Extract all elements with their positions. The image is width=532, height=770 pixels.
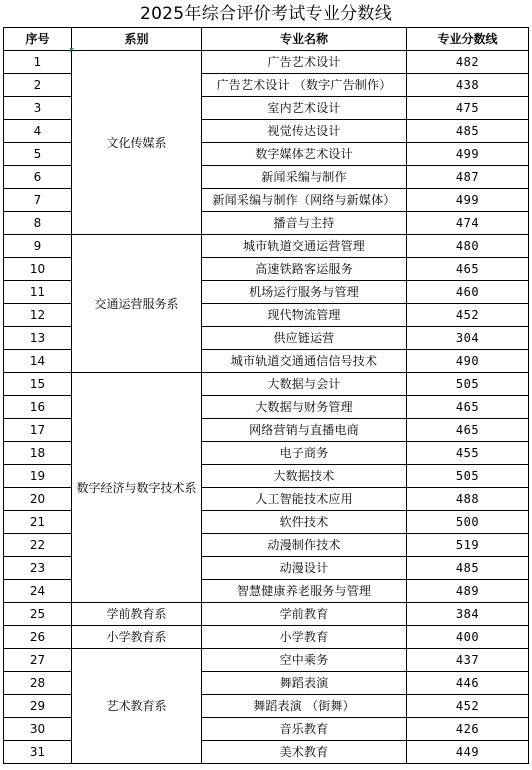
cutoff-score: 488 — [407, 488, 529, 511]
row-index: 24 — [4, 580, 72, 603]
cutoff-score: 485 — [407, 120, 529, 143]
cutoff-score: 384 — [407, 603, 529, 626]
score-table — [3, 27, 529, 764]
department-cell: 艺术教育系 — [72, 649, 202, 764]
major-name: 城市轨道交通运营管理 — [202, 235, 407, 258]
row-index: 10 — [4, 258, 72, 281]
major-name: 数字媒体艺术设计 — [202, 143, 407, 166]
row-index: 13 — [4, 327, 72, 350]
row-index: 1 — [4, 51, 72, 74]
major-name: 供应链运营 — [202, 327, 407, 350]
cell-comment-marker — [70, 48, 74, 52]
header-department: 系别 — [72, 28, 202, 51]
page-title: 2025年综合评价考试专业分数线 — [139, 4, 393, 24]
row-index: 25 — [4, 603, 72, 626]
table-row — [4, 51, 529, 74]
row-index: 15 — [4, 373, 72, 396]
cutoff-score: 475 — [407, 97, 529, 120]
cutoff-score: 505 — [407, 373, 529, 396]
header-major: 专业名称 — [202, 28, 407, 51]
major-name: 小学教育 — [202, 626, 407, 649]
row-index: 30 — [4, 718, 72, 741]
major-name: 动漫设计 — [202, 557, 407, 580]
row-index: 8 — [4, 212, 72, 235]
cutoff-score: 465 — [407, 258, 529, 281]
row-index: 17 — [4, 419, 72, 442]
major-name: 动漫制作技术 — [202, 534, 407, 557]
cutoff-score: 487 — [407, 166, 529, 189]
row-index: 7 — [4, 189, 72, 212]
row-index: 27 — [4, 649, 72, 672]
department-cell: 交通运营服务系 — [72, 235, 202, 373]
row-index: 18 — [4, 442, 72, 465]
major-name: 大数据与会计 — [202, 373, 407, 396]
cutoff-score: 455 — [407, 442, 529, 465]
cutoff-score: 465 — [407, 396, 529, 419]
cutoff-score: 490 — [407, 350, 529, 373]
header-index: 序号 — [4, 28, 72, 51]
major-name: 广告艺术设计 （数字广告制作） — [202, 74, 407, 97]
row-index: 21 — [4, 511, 72, 534]
cutoff-score: 500 — [407, 511, 529, 534]
row-index: 5 — [4, 143, 72, 166]
cutoff-score: 452 — [407, 695, 529, 718]
major-name: 现代物流管理 — [202, 304, 407, 327]
table-row — [4, 235, 529, 258]
major-name: 室内艺术设计 — [202, 97, 407, 120]
row-index: 23 — [4, 557, 72, 580]
row-index: 6 — [4, 166, 72, 189]
cutoff-score: 480 — [407, 235, 529, 258]
major-name: 美术教育 — [202, 741, 407, 764]
major-name: 播音与主持 — [202, 212, 407, 235]
major-name: 电子商务 — [202, 442, 407, 465]
major-name: 大数据技术 — [202, 465, 407, 488]
table-header-row — [4, 28, 529, 51]
row-index: 26 — [4, 626, 72, 649]
row-index: 2 — [4, 74, 72, 97]
cutoff-score: 304 — [407, 327, 529, 350]
major-name: 网络营销与直播电商 — [202, 419, 407, 442]
row-index: 4 — [4, 120, 72, 143]
major-name: 智慧健康养老服务与管理 — [202, 580, 407, 603]
cutoff-score: 485 — [407, 557, 529, 580]
cutoff-score: 482 — [407, 51, 529, 74]
cutoff-score: 499 — [407, 189, 529, 212]
cutoff-score: 400 — [407, 626, 529, 649]
table-body — [4, 51, 529, 764]
cutoff-score: 474 — [407, 212, 529, 235]
row-index: 16 — [4, 396, 72, 419]
department-cell: 文化传媒系 — [72, 51, 202, 235]
cutoff-score: 426 — [407, 718, 529, 741]
cutoff-score: 446 — [407, 672, 529, 695]
row-index: 22 — [4, 534, 72, 557]
row-index: 3 — [4, 97, 72, 120]
major-name: 人工智能技术应用 — [202, 488, 407, 511]
row-index: 19 — [4, 465, 72, 488]
table-row — [4, 649, 529, 672]
major-name: 新闻采编与制作 — [202, 166, 407, 189]
row-index: 12 — [4, 304, 72, 327]
cutoff-score: 505 — [407, 465, 529, 488]
row-index: 31 — [4, 741, 72, 764]
cutoff-score: 452 — [407, 304, 529, 327]
cutoff-score: 438 — [407, 74, 529, 97]
cutoff-score: 489 — [407, 580, 529, 603]
cutoff-score: 519 — [407, 534, 529, 557]
table-row — [4, 626, 529, 649]
row-index: 14 — [4, 350, 72, 373]
major-name: 软件技术 — [202, 511, 407, 534]
major-name: 音乐教育 — [202, 718, 407, 741]
major-name: 空中乘务 — [202, 649, 407, 672]
major-name: 视觉传达设计 — [202, 120, 407, 143]
department-cell: 数字经济与数字技术系 — [72, 373, 202, 603]
cutoff-score: 499 — [407, 143, 529, 166]
cutoff-score: 437 — [407, 649, 529, 672]
major-name: 舞蹈表演 — [202, 672, 407, 695]
row-index: 11 — [4, 281, 72, 304]
row-index: 29 — [4, 695, 72, 718]
row-index: 9 — [4, 235, 72, 258]
cutoff-score: 460 — [407, 281, 529, 304]
major-name: 学前教育 — [202, 603, 407, 626]
major-name: 广告艺术设计 — [202, 51, 407, 74]
table-row — [4, 603, 529, 626]
major-name: 舞蹈表演 （街舞） — [202, 695, 407, 718]
row-index: 28 — [4, 672, 72, 695]
major-name: 大数据与财务管理 — [202, 396, 407, 419]
row-index: 20 — [4, 488, 72, 511]
department-cell: 小学教育系 — [72, 626, 202, 649]
department-cell: 学前教育系 — [72, 603, 202, 626]
major-name: 机场运行服务与管理 — [202, 281, 407, 304]
major-name: 新闻采编与制作（网络与新媒体） — [202, 189, 407, 212]
header-score: 专业分数线 — [407, 28, 529, 51]
table-row — [4, 373, 529, 396]
cutoff-score: 449 — [407, 741, 529, 764]
major-name: 城市轨道交通通信信号技术 — [202, 350, 407, 373]
major-name: 高速铁路客运服务 — [202, 258, 407, 281]
cutoff-score: 465 — [407, 419, 529, 442]
